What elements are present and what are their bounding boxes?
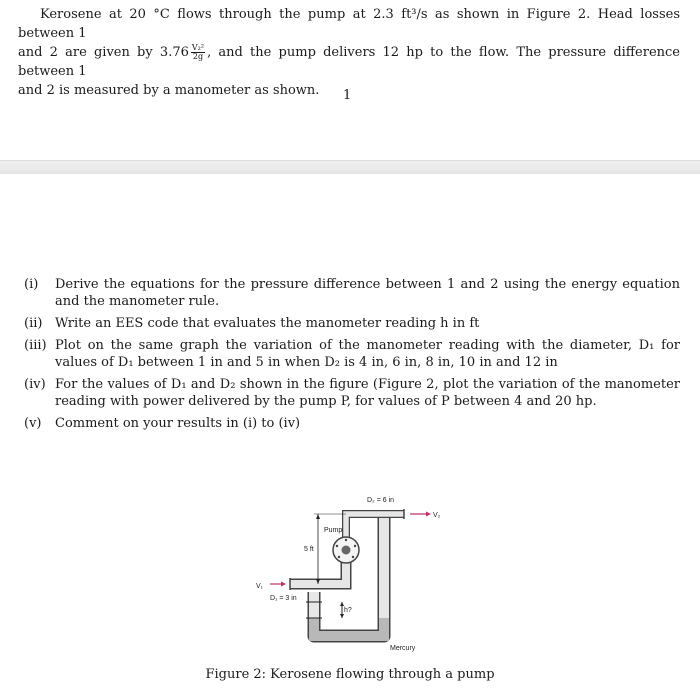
question-item	[24, 376, 680, 410]
question-label: (ii)	[24, 316, 43, 331]
fraction-denominator: 2g	[192, 52, 204, 61]
page-separator	[0, 160, 700, 174]
v1-arrow-icon	[281, 582, 286, 587]
d1-label: D₁ = 3 in	[270, 595, 297, 602]
pump-figure	[250, 492, 460, 657]
height-label: 5 ft	[304, 546, 314, 553]
question-label: (iii)	[24, 338, 47, 353]
pump-bolt-icon	[336, 545, 338, 547]
problem-statement	[18, 5, 680, 100]
v2-label: V₂	[433, 512, 441, 519]
pump-bolt-icon	[354, 545, 356, 547]
figure-caption: Figure 2: Kerosene flowing through a pump	[205, 667, 495, 682]
fraction-numerator: V₂²	[191, 43, 205, 52]
problem-line-2-start: and 2 are given by 3.76	[18, 45, 189, 60]
d2-label: D₂ = 6 in	[367, 497, 395, 504]
question-item	[24, 276, 680, 310]
pump-bolt-icon	[338, 556, 340, 558]
pump-diagram	[250, 492, 460, 657]
problem-line-3: and 2 is measured by a manometer as shown.	[18, 83, 320, 98]
mercury-column	[314, 618, 384, 636]
question-item	[24, 315, 680, 332]
question-label: (iv)	[24, 377, 46, 392]
height-arrow-up-icon	[316, 514, 320, 519]
pump-label: Pump	[324, 527, 343, 534]
h-arrow-down-icon	[340, 614, 344, 618]
h-label: h?	[344, 607, 352, 614]
question-text: Derive the equations for the pressure difference between 1 and 2 using the energy equation and the manometer rule.	[55, 277, 680, 309]
v2-arrow-icon	[426, 512, 431, 517]
question-text: Comment on your results in (i) to (iv)	[55, 416, 301, 431]
pump-bolt-icon	[345, 539, 347, 541]
mercury-label: Mercury	[390, 645, 416, 652]
question-text: Plot on the same graph the variation of the manometer reading with the diameter, D₁ for values of D₁ between 1 in and 5 in when D₂ is 4 in, 6 in, 8 in, 10 in and 12 in	[55, 338, 680, 370]
question-list	[24, 276, 680, 437]
h-arrow-up-icon	[340, 602, 344, 606]
pump-bolt-icon	[352, 556, 354, 558]
question-text: Write an EES code that evaluates the manometer reading h in ft	[55, 316, 480, 331]
pump-hub-icon	[342, 546, 351, 555]
page-number: 1	[343, 88, 352, 103]
problem-line-2-end: , and the pump delivers 12 hp to the flow. The pressure difference between 1	[18, 45, 680, 79]
question-item	[24, 337, 680, 371]
question-label: (v)	[24, 416, 42, 431]
question-text: For the values of D₁ and D₂ shown in the figure (Figure 2, plot the variation of the manometer reading with power delivered by the pump P, for values of P between 4 and 20 hp.	[55, 377, 680, 409]
question-label: (i)	[24, 277, 39, 292]
problem-line-1: Kerosene at 20 °C flows through the pump at 2.3 ft³/s as shown in Figure 2. Head losses between 1	[18, 7, 680, 41]
question-item	[24, 415, 680, 432]
page-top	[0, 0, 700, 160]
outlet-pipe-outline	[346, 514, 404, 538]
head-loss-fraction	[191, 44, 205, 61]
v1-label: V₁	[256, 583, 264, 590]
